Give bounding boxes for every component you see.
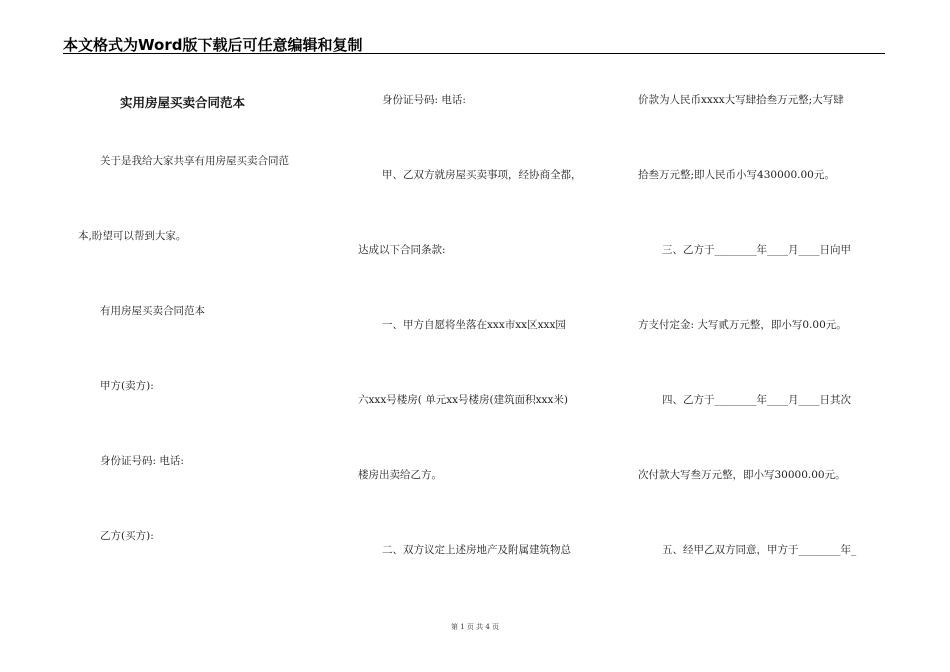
paragraph-line: 五、经甲乙双方同意，甲方于________年_ [662,544,857,556]
paragraph-line: 甲、乙双方就房屋买卖事项，经协商全都， [382,169,582,181]
paragraph-line: 关于是我给大家共享有用房屋买卖合同范 [100,155,289,167]
column-1 [60,0,340,672]
document-title: 实用房屋买卖合同范本 [120,95,246,110]
paragraph-line: 方支付定金: 大写贰万元整，即小写0.00元。 [638,319,847,331]
paragraph-line: 四、乙方于________年____月____日其次 [662,394,851,406]
paragraph-line: 二、双方议定上述房地产及附属建筑物总 [382,544,571,556]
paragraph-line: 达成以下合同条款: [358,244,446,256]
paragraph-line: 身份证号码: 电话: [100,455,184,467]
page-number: 第 1 页 共 4 页 [450,623,500,631]
paragraph-line: 一、甲方自愿将坐落在xxx市xx区xxx园 [382,319,566,331]
paragraph-line: 楼房出卖给乙方。 [358,469,442,481]
paragraph-line: 拾叁万元整;即人民币小写430000.00元。 [638,169,835,181]
paragraph-line: 甲方(卖方): [100,380,154,392]
paragraph-line: 本,盼望可以帮到大家。 [78,230,187,242]
paragraph-line: 有用房屋买卖合同范本 [100,305,205,317]
paragraph-line: 次付款大写叁万元整，即小写30000.00元。 [638,469,846,481]
paragraph-line: 三、乙方于________年____月____日向甲 [662,244,851,256]
paragraph-line: 身份证号码: 电话: [382,94,466,106]
paragraph-line: 乙方(买方): [100,530,154,542]
header-text: 本文格式为Word版下载后可任意编辑和复制 [63,36,363,54]
paragraph-line: 六xxx号楼房( 单元xx号楼房(建筑面积xxx米) [358,394,568,406]
paragraph-line: 价款为人民币xxxx大写肆拾叁万元整;大写肆 [638,94,844,106]
column-2 [355,0,635,672]
column-3 [635,0,915,672]
